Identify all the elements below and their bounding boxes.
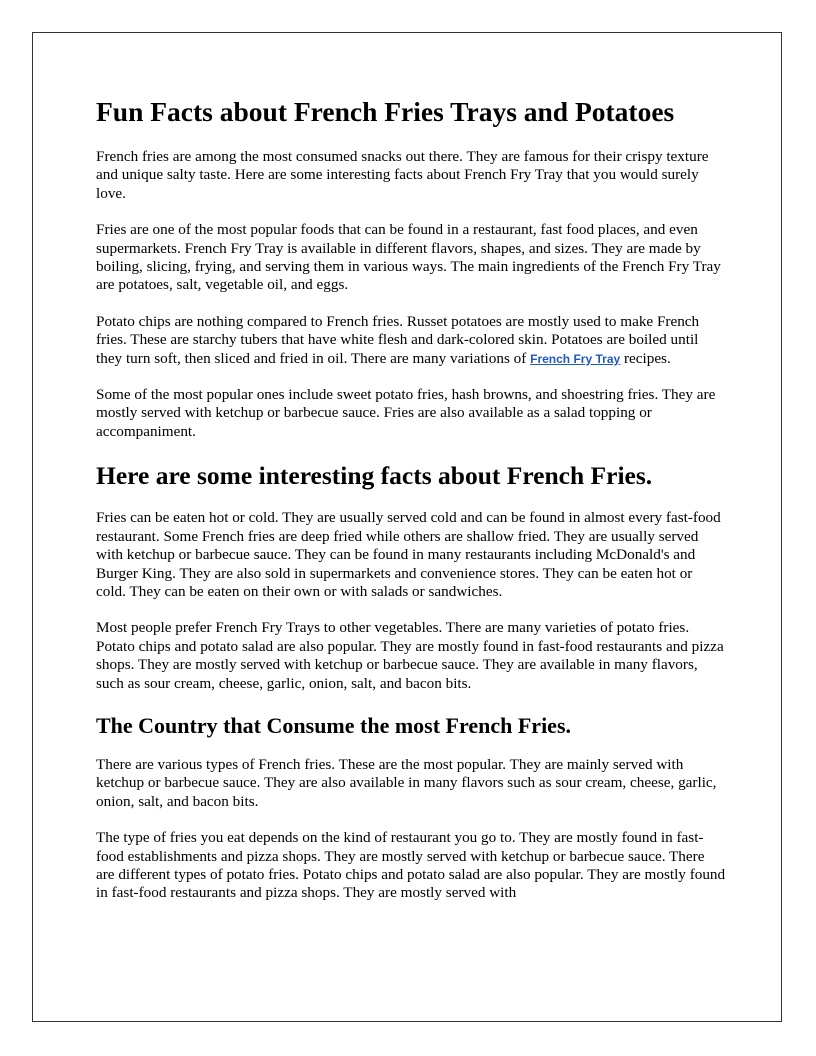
section-heading-interesting-facts: Here are some interesting facts about French Fries. [96,461,653,491]
section-heading-country: The Country that Consume the most French Fries. [96,712,572,738]
country-paragraph-2: The type of fries you eat depends on the kind of restaurant you go to. They are mostly found in fast-food establishments and pizza shops. They are mostly served with ketchup or barbecue sauce. There are different types of potato fries. Potato chips and potato salad are also popular. They are mostly found in fast-food restaurants and pizza shops. They are mostly served with [96,829,726,902]
country-paragraph-1: There are various types of French fries. These are the most popular. They are mainly served with ketchup or barbecue sauce. They are also available in many flavors such as sour cream, cheese, garlic, onion, salt, and bacon bits. [96,755,717,810]
french-fry-tray-link[interactable]: French Fry Tray [530,351,621,366]
intro-paragraph-1: French fries are among the most consumed snacks out there. They are famous for their crispy texture and unique salty taste. Here are some interesting facts about French Fry Tray that you would surely love. [96,148,709,202]
paragraph-text-before-link: Potato chips are nothing compared to French fries. Russet potatoes are mostly used to make French fries. These are starchy tubers that have white flesh and dark-colored skin. Potatoes are boiled until they turn soft, then sliced and fried in oil. There are many variations of [96,312,700,367]
paragraph-text-after-link: recipes. [620,349,671,367]
intro-paragraph-4: Some of the most popular ones include sweet potato fries, hash browns, and shoestring fries. They are mostly served with ketchup or barbecue sauce. Fries are also available as a salad topping or accompaniment. [96,386,716,440]
intro-paragraph-2: Fries are one of the most popular foods that can be found in a restaurant, fast food places, and even supermarkets. French Fry Tray is available in different flavors, shapes, and sizes. They are made by boiling, slicing, frying, and serving them in various ways. The main ingredients of the French Fry Tray are potatoes, salt, vegetable oil, and eggs. [96,221,721,294]
intro-paragraph-3 [96,313,726,368]
document-body [96,94,726,921]
facts-paragraph-2: Most people prefer French Fry Trays to other vegetables. There are many varieties of potato fries. Potato chips and potato salad are also popular. They are mostly found in fast-food restaurants and pizza shops. They are mostly served with ketchup or barbecue sauce. They are available in many flavors, such as sour cream, cheese, garlic, onion, salt, and bacon bits. [96,619,724,692]
facts-paragraph-1: Fries can be eaten hot or cold. They are usually served cold and can be found in almost every fast-food restaurant. Some French fries are deep fried while others are shallow fried. They are usually served with ketchup or barbecue sauce. They can be found in many restaurants including McDonald's and Burger King. They are also sold in supermarkets and convenience stores. They can be eaten hot or cold. They can be eaten on their own or with salads or sandwiches. [96,509,721,600]
document-title: Fun Facts about French Fries Trays and Potatoes [96,96,675,127]
